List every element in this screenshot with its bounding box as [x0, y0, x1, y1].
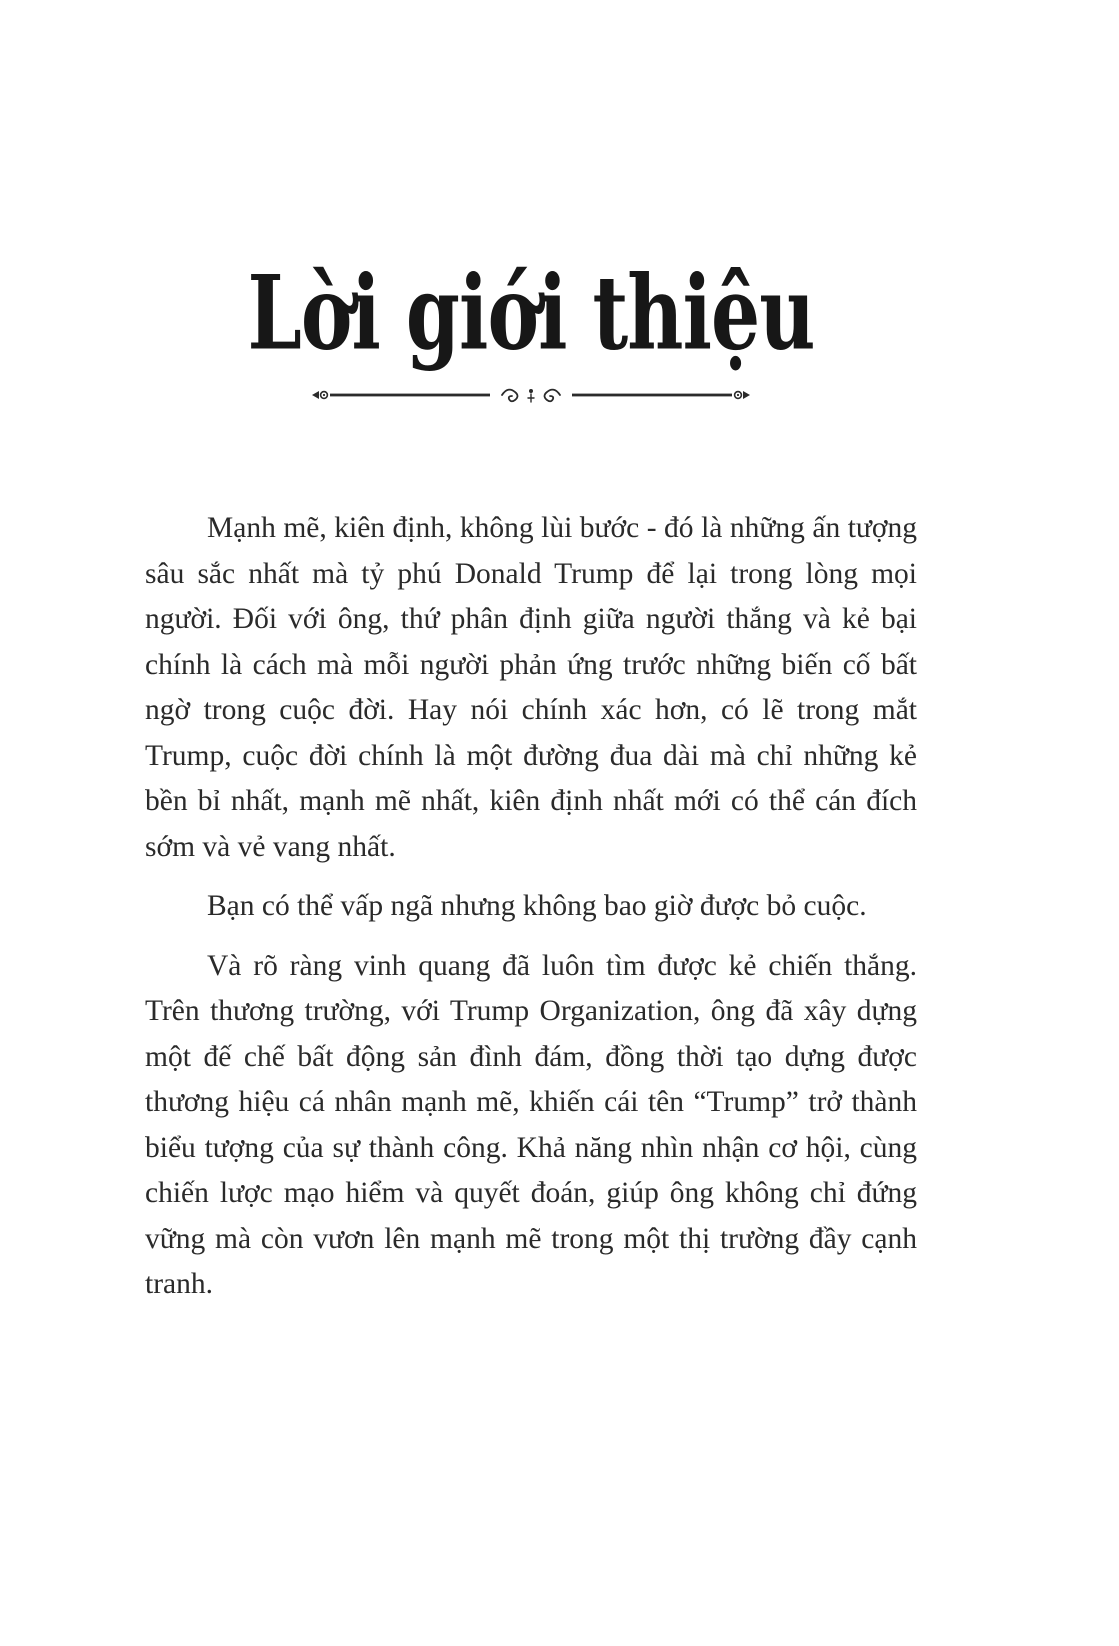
- body-text: [145, 506, 917, 1308]
- ornamental-divider: [145, 380, 917, 410]
- ornamental-divider-icon: [306, 380, 756, 410]
- chapter-title: Lời giới thiệu: [247, 252, 815, 374]
- paragraph-2: Bạn có thể vấp ngã nhưng không bao giờ được bỏ cuộc.: [207, 890, 867, 922]
- paragraph-3: Và rõ ràng vinh quang đã luôn tìm được kẻ chiến thắng. Trên thương trường, với Trump Organization, ông đã xây dựng một đế chế bất động sản đình đám, đồng thời tạo dựng được thương hiệu cá nhân mạnh mẽ, khiến cái tên “Trump” trở thành biểu tượng của sự thành công. Khả năng nhìn nhận cơ hội, cùng chiến lược mạo hiểm và quyết đoán, giúp ông không chỉ đứng vững mà còn vươn lên mạnh mẽ trong một thị trường đầy cạnh tranh.: [145, 949, 917, 1300]
- content-column: [145, 0, 917, 1308]
- paragraph-1: Mạnh mẽ, kiên định, không lùi bước - đó là những ấn tượng sâu sắc nhất mà tỷ phú Donald Trump để lại trong lòng mọi người. Đối với ông, thứ phân định giữa người thắng và kẻ bại chính là cách mà mỗi người phản ứng trước những biến cố bất ngờ trong cuộc đời. Hay nói chính xác hơn, có lẽ trong mắt Trump, cuộc đời chính là một đường đua dài mà chỉ những kẻ bền bỉ nhất, mạnh mẽ nhất, kiên định nhất mới có thể cán đích sớm và vẻ vang nhất.: [145, 512, 917, 863]
